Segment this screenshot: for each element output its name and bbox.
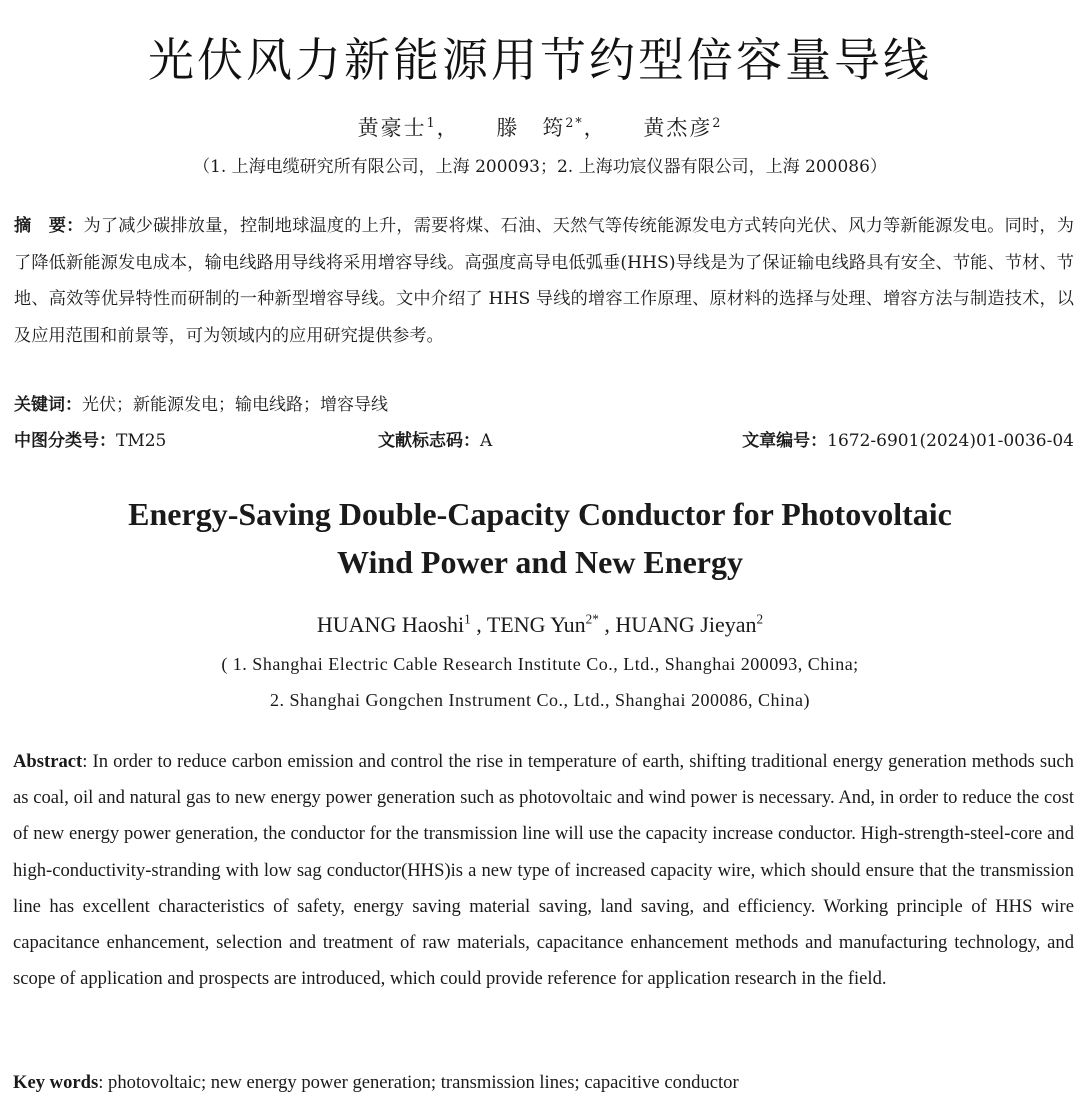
chinese-abstract-text: 为了减少碳排放量，控制地球温度的上升，需要将煤、石油、天然气等传统能源发电方式转向光伏、风力等新能源发电。同时，为了降低新能源发电成本，输电线路用导线将采用增容导线。高强度高导电低弧垂(HHS)导线是为了保证输电线路具有安全、节能、节材、节地、高效等优异特性而研制的一种新型增容导线。文中介绍了 HHS 导线的增容工作原理、原材料的选择与处理、增容方法与制造技术，以及应用范围和前景等，可为领域内的应用研究提供参考。	[14, 216, 1074, 346]
author-affiliation-mark: 2	[712, 115, 723, 130]
english-title-line: Wind Power and New Energy	[337, 544, 743, 580]
chinese-keywords	[14, 390, 1074, 415]
document-code-label: 文献标志码：	[378, 431, 480, 451]
english-keywords	[13, 1072, 1074, 1094]
english-title	[0, 490, 1080, 586]
author-name: TENG Yun	[486, 612, 586, 637]
author-affiliation-mark: 1	[464, 611, 471, 627]
chinese-keywords-text: 光伏；新能源发电；输电线路；增容导线	[82, 395, 388, 415]
english-abstract-label: Abstract	[13, 751, 83, 772]
author-separator: ,	[470, 612, 487, 637]
label-colon: :	[82, 751, 93, 772]
author-name: 黄杰彦	[643, 116, 713, 140]
chinese-affiliations: （1. 上海电缆研究所有限公司，上海 200093；2. 上海功宸仪器有限公司，上海 200086）	[193, 157, 887, 177]
clc-label: 中图分类号：	[14, 431, 116, 451]
article-number	[742, 426, 1074, 451]
english-abstract	[13, 744, 1074, 997]
author-affiliation-mark: 1	[426, 115, 437, 130]
clc-value: TM25	[116, 431, 167, 451]
author-separator: ，	[583, 116, 607, 140]
classification-row	[14, 426, 1074, 456]
author-affiliation-mark: 2*	[565, 115, 584, 130]
author-name: 滕 筠	[496, 116, 566, 140]
english-title-line: Energy-Saving Double-Capacity Conductor for Photovoltaic	[128, 496, 952, 532]
article-number-label: 文章编号：	[742, 431, 828, 451]
english-affiliation-line: 2. Shanghai Gongchen Instrument Co., Ltd., Shanghai 200086, China)	[270, 690, 810, 710]
chinese-author-list	[0, 112, 1080, 142]
author-separator: ，	[436, 116, 460, 140]
chinese-keywords-label: 关键词：	[14, 395, 82, 415]
author-name: HUANG Haoshi	[316, 612, 465, 637]
author-separator: ,	[598, 612, 616, 637]
english-keywords-label: Key words	[13, 1072, 99, 1093]
author-name: HUANG Jieyan	[615, 612, 757, 637]
chinese-abstract-label: 摘 要：	[14, 216, 84, 236]
chinese-abstract	[14, 208, 1074, 354]
english-author-list	[0, 612, 1080, 638]
label-colon: :	[98, 1072, 109, 1093]
author-affiliation-mark: 2	[756, 611, 764, 627]
chinese-title: 光伏风力新能源用节约型倍容量导线	[148, 33, 932, 87]
document-code-value: A	[480, 431, 493, 451]
article-number-value: 1672-6901(2024)01-0036-04	[827, 431, 1074, 451]
english-abstract-text: In order to reduce carbon emission and control the rise in temperature of earth, shifting traditional energy generation methods such as coal, oil and natural gas to new energy power generation such as photovoltaic and wind power is necessary. And, in order to reduce the cost of new energy power generation, the conductor for the transmission line will use the capacity increase conductor. High-strength-steel-core and high-conductivity-stranding with low sag conductor(HHS)is a new type of increased capacity wire, which should ensure that the transmission line has excellent characteristics of safety, energy saving material saving, land saving, and efficiency. Working principle of HHS wire capacitance enhancement, selection and treatment of raw materials, capacitance enhancement methods and manufacturing technology, and scope of application and prospects are introduced, which could provide reference for application research in the field.	[13, 751, 1074, 990]
author-affiliation-mark: 2*	[585, 611, 599, 627]
english-affiliation-line: ( 1. Shanghai Electric Cable Research Institute Co., Ltd., Shanghai 200093, China;	[221, 654, 859, 674]
english-keywords-text: photovoltaic; new energy power generation; transmission lines; capacitive conductor	[108, 1072, 739, 1093]
document-code	[378, 426, 492, 451]
author-name: 黄豪士	[357, 116, 427, 140]
clc-number	[14, 426, 166, 451]
